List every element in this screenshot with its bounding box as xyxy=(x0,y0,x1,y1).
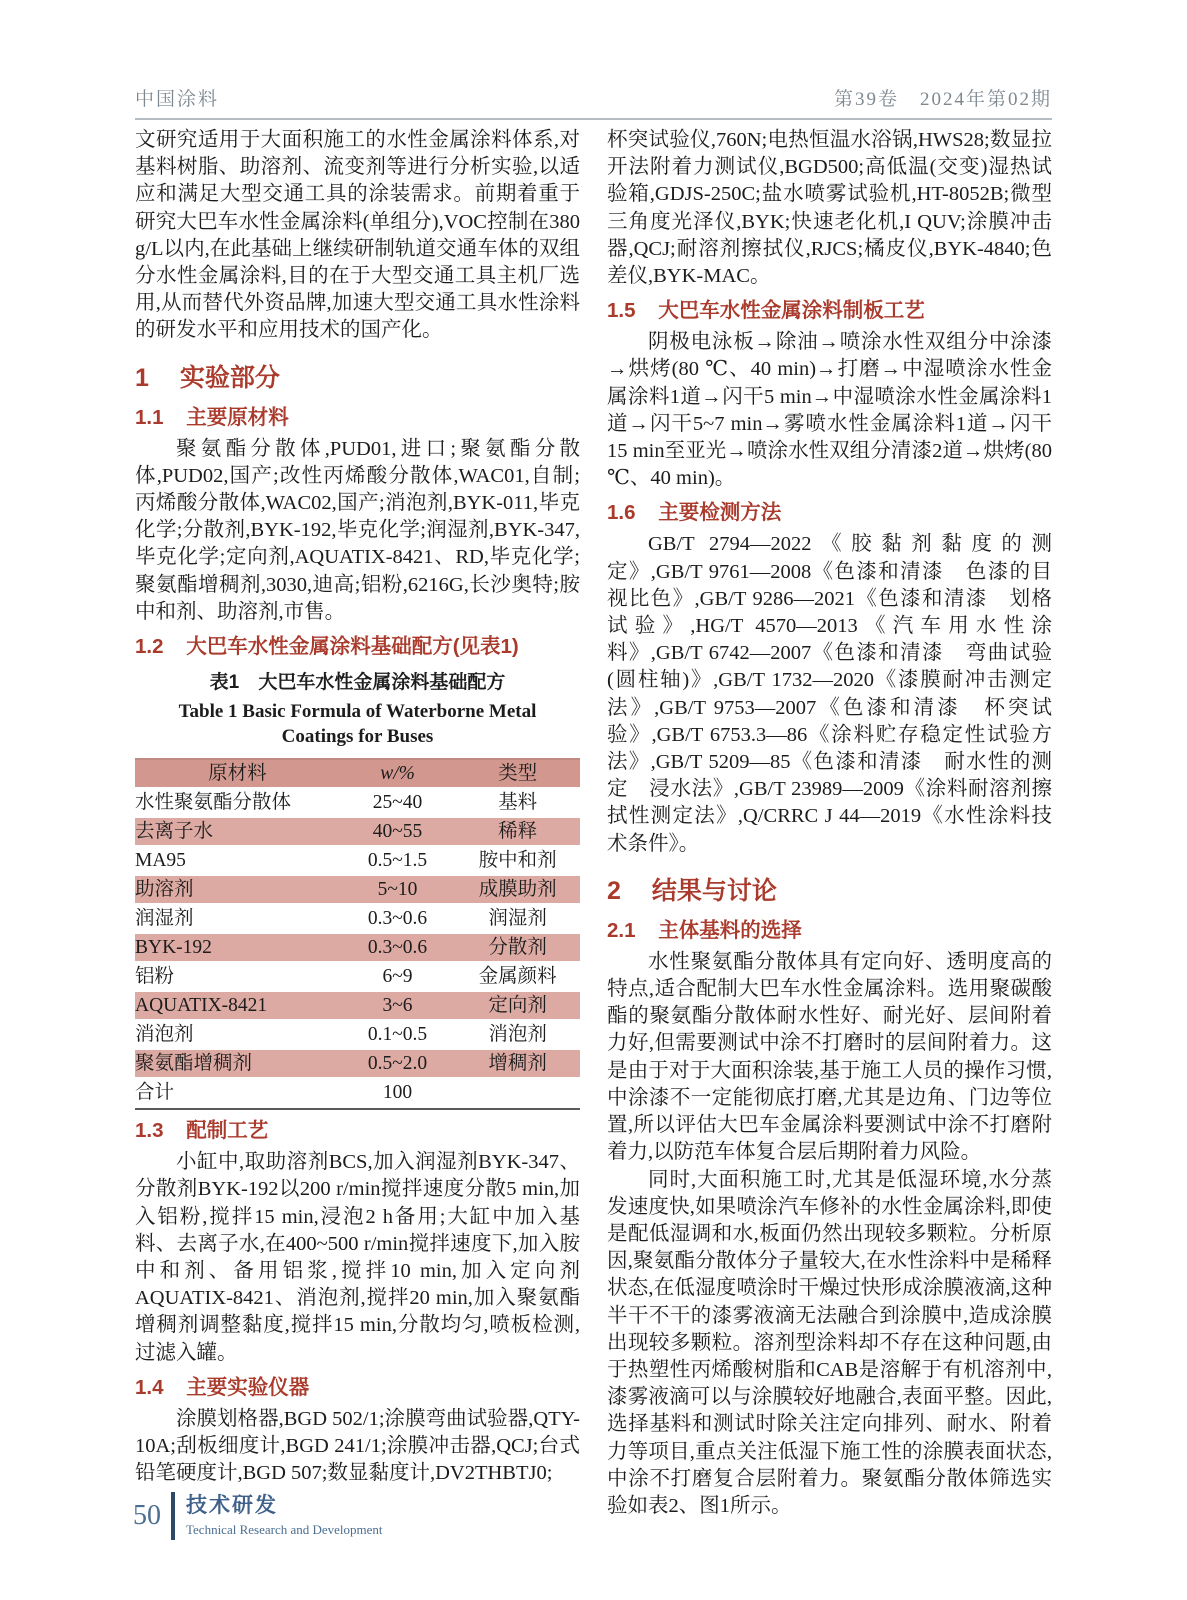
table-cell: MA95 xyxy=(135,847,340,876)
instruments-paragraph: 涂膜划格器,BGD 502/1;涂膜弯曲试验器,QTY-10A;刮板细度计,BGD 241/1;涂膜冲击器,QCJ;台式铅笔硬度计,BGD 507;数显黏度计,DV2THBTJ0; xyxy=(135,1407,580,1485)
panel-process-paragraph: 阴极电泳板→除油→喷涂水性双组分中涂漆→烘烤(80 ℃、40 min)→打磨→中湿喷涂水性金属涂料1道→闪干5 min→中湿喷涂水性金属涂料1道→闪干5~7 min→雾喷水性金属涂料1道→闪干15 min至亚光→喷涂水性双组分清漆2道→烘烤(80 ℃、40 min)。 xyxy=(607,331,1052,490)
section-number: 1.6 xyxy=(607,501,636,525)
left-column xyxy=(135,127,580,1520)
column-header-type: 类型 xyxy=(455,758,580,789)
instruments-continued-paragraph: 杯突试验仪,760N;电热恒温水浴锅,HWS28;数显拉开法附着力测试仪,BGD500;高低温(交变)湿热试验箱,GDJS-250C;盐水喷雾试验机,HT-8052B;微型三角度光泽仪,BYK;快速老化机,I QUV;涂膜冲击器,QCJ;耐溶剂擦拭仪,RJCS;橘皮仪,BYK-4840;色差仪,BYK-MAC。 xyxy=(607,129,1052,288)
table-header-row xyxy=(135,758,580,789)
table-cell: 金属颜料 xyxy=(455,963,580,992)
section-1-3-heading xyxy=(135,1117,580,1144)
table1-label: 表1 xyxy=(209,672,240,694)
footer-section-block xyxy=(186,1494,383,1538)
section-1-5-heading xyxy=(607,297,1052,324)
section-title: 主要原材料 xyxy=(186,405,289,429)
section-2-1-heading xyxy=(607,917,1052,944)
table-cell: 分散剂 xyxy=(455,934,580,963)
table-cell: 润湿剂 xyxy=(455,905,580,934)
section-number: 1 xyxy=(135,363,149,392)
table-cell: 0.5~2.0 xyxy=(340,1050,456,1079)
table1-caption-en: Table 1 Basic Formula of Waterborne Metal Coatings for Buses xyxy=(178,701,537,748)
section-title: 主要检测方法 xyxy=(658,501,782,525)
page-number: 50 xyxy=(133,1500,161,1531)
column-header-material: 原材料 xyxy=(135,758,340,789)
page-body xyxy=(135,127,1053,1520)
table-cell: 增稠剂 xyxy=(455,1050,580,1079)
table-cell: 铝粉 xyxy=(135,963,340,992)
table-cell xyxy=(455,1079,580,1108)
table-cell: 助溶剂 xyxy=(135,876,340,905)
table-cell: 去离子水 xyxy=(135,818,340,847)
table-row xyxy=(135,963,580,992)
table-cell: 5~10 xyxy=(340,876,456,905)
table-cell: BYK-192 xyxy=(135,934,340,963)
table1-caption-zh xyxy=(135,669,580,696)
table-cell: 25~40 xyxy=(340,789,456,818)
footer-section-zh: 技术研发 xyxy=(186,1494,278,1517)
table-row xyxy=(135,876,580,905)
intro-paragraph: 文研究适用于大面积施工的水性金属涂料体系,对基料树脂、助溶剂、流变剂等进行分析实验,以适应和满足大型交通工具的涂装需求。前期着重于研究大巴车水性金属涂料(单组分),VOC控制在380 g/L以内,在此基础上继续研制轨道交通车体的双组分水性金属涂料,目的在于大型交通工具主机厂选用,从而替代外资品牌,加速大型交通工具水性涂料的研发水平和应用技术的国产化。 xyxy=(135,129,580,342)
table-row xyxy=(135,1021,580,1050)
footer-divider-bar xyxy=(171,1492,175,1540)
section-1-1-heading xyxy=(135,404,580,431)
formula-table xyxy=(135,758,580,1110)
table-cell: 成膜助剂 xyxy=(455,876,580,905)
section-1-2-heading xyxy=(135,633,580,660)
table-cell: 定向剂 xyxy=(455,992,580,1021)
running-head xyxy=(135,84,1052,120)
test-methods-paragraph: GB/T 2794—2022《胶黏剂黏度的测定》,GB/T 9761—2008《色漆和清漆 色漆的目视比色》,GB/T 9286—2021《色漆和清漆 划格试验》,HG/T 4570—2013《汽车用水性涂料》,GB/T 6742—2007《色漆和清漆 弯曲试验(圆柱轴)》,GB/T 1732—2020《漆膜耐冲击测定法》,GB/T 9753—2007《色漆和清漆 杯突试验》,GB/T 6753.3—86《涂料贮存稳定性试验方法》,GB/T 5209—85《色漆和清漆 耐水性的测定 浸水法》,GB/T 23989—2009《涂料耐溶剂擦拭性测定法》,Q/CRRC J 44—2019《水性涂料技术条件》。 xyxy=(607,533,1052,855)
table-cell: 0.3~0.6 xyxy=(340,905,456,934)
section-2-heading xyxy=(607,875,1052,907)
column-header-weight: w/% xyxy=(340,758,456,789)
discussion-paragraph-2: 同时,大面积施工时,尤其是低湿环境,水分蒸发速度快,如果喷涂汽车修补的水性金属涂料,即使是配低湿调和水,板面仍然出现较多颗粒。分析原因,聚氨酯分散体分子量较大,在水性涂料中是稀释状态,在低湿度喷涂时干燥过快形成涂膜液滴,这种半干不干的漆雾液滴无法融合到涂膜中,造成涂膜出现较多颗粒。溶剂型涂料却不存在这种问题,由于热塑性丙烯酸树脂和CAB是溶解于有机溶剂中,漆雾液滴可以与涂膜较好地融合,表面平整。因此,选择基料和测试时除关注定向排列、耐水、附着力等项目,重点关注低湿下施工性的涂膜表面状态,中涂不打磨复合层附着力。聚氨酯分散体筛选实验如表2、图1所示。 xyxy=(607,1168,1052,1517)
discussion-paragraph-1: 水性聚氨酯分散体具有定向好、透明度高的特点,适合配制大巴车水性金属涂料。选用聚碳酸酯的聚氨酯分散体耐水性好、耐光好、层间附着力好,但需要测试中涂不打磨时的层间附着力。这是由于对于大面积涂装,基于施工人员的操作习惯,中涂漆不一定能彻底打磨,尤其是边角、门边等位置,所以评估大巴车金属涂料要测试中涂不打磨附着力,以防范车体复合层后期附着力风险。 xyxy=(607,950,1052,1164)
table1-title: 大巴车水性金属涂料基础配方 xyxy=(258,672,506,694)
section-number: 1.1 xyxy=(135,405,164,429)
table1-body xyxy=(135,789,580,1108)
section-title: 主要实验仪器 xyxy=(186,1375,310,1399)
table-cell: 消泡剂 xyxy=(135,1021,340,1050)
table-cell: 消泡剂 xyxy=(455,1021,580,1050)
table-row xyxy=(135,847,580,876)
section-1-4-heading xyxy=(135,1374,580,1401)
section-number: 1.5 xyxy=(607,299,636,323)
section-title: 大巴车水性金属涂料基础配方(见表1) xyxy=(186,635,519,659)
table-cell: 40~55 xyxy=(340,818,456,847)
table-cell: 水性聚氨酯分散体 xyxy=(135,789,340,818)
section-number: 2 xyxy=(607,876,621,905)
issue-info: 第39卷 2024年第02期 xyxy=(833,89,1052,110)
table-row xyxy=(135,905,580,934)
section-title: 结果与讨论 xyxy=(651,876,777,905)
table-cell: 聚氨酯增稠剂 xyxy=(135,1050,340,1079)
table-cell: 稀释 xyxy=(455,818,580,847)
table-row xyxy=(135,1079,580,1108)
table-cell: 0.5~1.5 xyxy=(340,847,456,876)
table-row xyxy=(135,818,580,847)
section-number: 1.2 xyxy=(135,635,164,659)
table-row xyxy=(135,992,580,1021)
footer-section-en: Technical Research and Development xyxy=(186,1522,383,1537)
table-cell: 100 xyxy=(340,1079,456,1108)
table-cell: 3~6 xyxy=(340,992,456,1021)
section-title: 主体基料的选择 xyxy=(658,918,802,942)
formula-table-head xyxy=(135,758,580,789)
table-row xyxy=(135,1050,580,1079)
page-footer xyxy=(133,1492,383,1540)
table-cell: 胺中和剂 xyxy=(455,847,580,876)
journal-title: 中国涂料 xyxy=(135,89,220,110)
table-row xyxy=(135,789,580,818)
right-column xyxy=(607,127,1052,1520)
table-cell: 0.1~0.5 xyxy=(340,1021,456,1050)
section-number: 2.1 xyxy=(607,918,636,942)
section-title: 实验部分 xyxy=(179,363,280,392)
section-number: 1.4 xyxy=(135,1375,164,1399)
table-cell: 6~9 xyxy=(340,963,456,992)
process-paragraph: 小缸中,取助溶剂BCS,加入润湿剂BYK-347、分散剂BYK-192以200 r/min搅拌速度分散5 min,加入铝粉,搅拌15 min,浸泡2 h备用;大缸中加入基料、去离子水,在400~500 r/min搅拌速度下,加入胺中和剂、备用铝浆,搅拌10 min,加入定向剂AQUATIX-8421、消泡剂,搅拌20 min,加入聚氨酯增稠剂调整黏度,搅拌15 min,分散均匀,喷板检测,过滤入罐。 xyxy=(135,1151,580,1364)
section-number: 1.3 xyxy=(135,1119,164,1143)
section-1-6-heading xyxy=(607,499,1052,526)
section-title: 配制工艺 xyxy=(186,1119,269,1143)
table-cell: AQUATIX-8421 xyxy=(135,992,340,1021)
table-cell: 基料 xyxy=(455,789,580,818)
table-row xyxy=(135,934,580,963)
table-cell: 合计 xyxy=(135,1079,340,1108)
table-cell: 润湿剂 xyxy=(135,905,340,934)
table-cell: 0.3~0.6 xyxy=(340,934,456,963)
section-title: 大巴车水性金属涂料制板工艺 xyxy=(658,299,925,323)
section-1-heading xyxy=(135,362,580,394)
materials-paragraph: 聚氨酯分散体,PUD01,进口;聚氨酯分散体,PUD02,国产;改性丙烯酸分散体,WAC01,自制;丙烯酸分散体,WAC02,国产;消泡剂,BYK-011,毕克化学;分散剂,BYK-192,毕克化学;润湿剂,BYK-347,毕克化学;定向剂,AQUATIX-8421、RD,毕克化学;聚氨酯增稠剂,3030,迪高;铝粉,6216G,长沙奥特;胺中和剂、助溶剂,市售。 xyxy=(135,437,580,623)
